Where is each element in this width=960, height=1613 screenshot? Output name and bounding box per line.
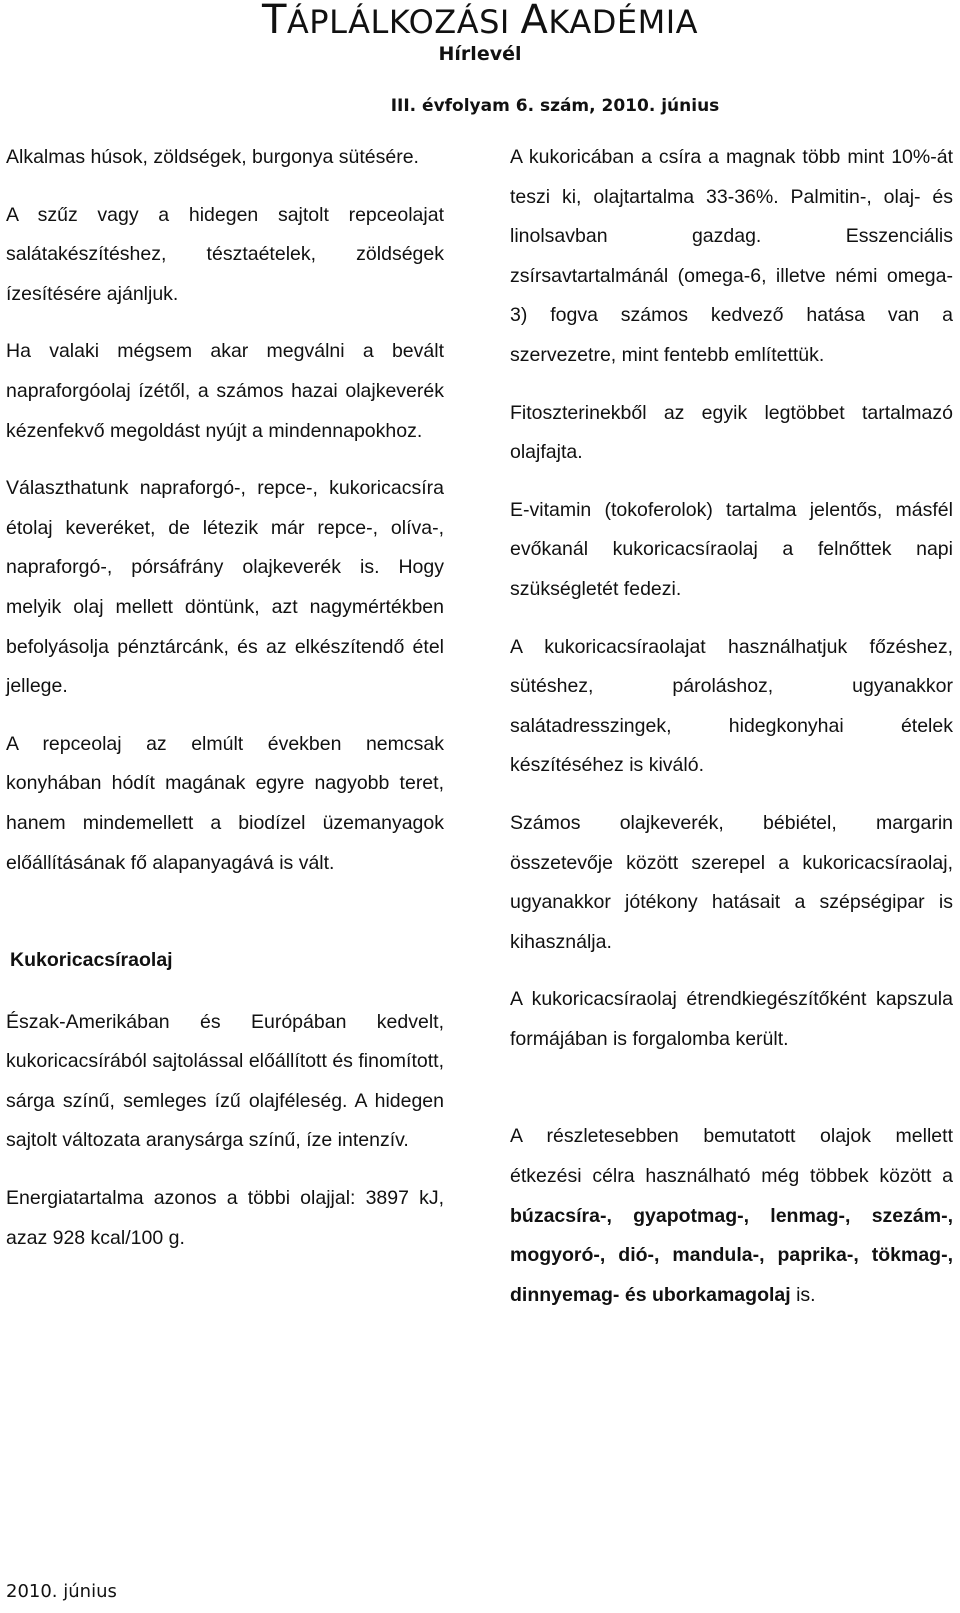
newsletter-subtitle: Hírlevél <box>438 43 522 65</box>
left-paragraph-6: Észak-Amerikában és Európában kedvelt, kukoricacsírából sajtolással előállított és finomított, sárga színű, semleges ízű olajféleség. A hidegen sajtolt változata aranysárga színű, íze intenzív. <box>6 1010 444 1152</box>
left-paragraph-3: Ha valaki mégsem akar megválni a bevált napraforgóolaj ízétől, a számos hazai olajkeverék kézenfekvő megoldást nyújt a mindennapokhoz. <box>6 340 444 442</box>
right-paragraph-6: A kukoricacsíraolaj étrendkiegészítőként kapszula formájában is forgalomba került. <box>510 988 953 1050</box>
masthead-title <box>0 0 960 42</box>
section-heading: Kukoricacsíraolaj <box>10 949 173 972</box>
right-column <box>510 138 953 1333</box>
left-column <box>6 138 444 1276</box>
right-paragraph-2: Fitoszterinekből az egyik legtöbbet tartalmazó olajfajta. <box>510 401 953 464</box>
right-paragraph-5: Számos olajkeverék, bébiétel, margarin összetevője között szerepel a kukoricacsíraolaj, ugyanakkor jótékony hatásait a szépségipar is kihasználja. <box>510 811 953 953</box>
title-rest-1: ÁPLÁLKOZÁSI <box>286 3 521 41</box>
oil-list-intro: A részletesebben bemutatott olajok mellett étkezési célra használható még többek között a <box>510 1125 953 1188</box>
oil-list-bold: búzacsíra-, gyapotmag-, lenmag-, szezám-, mogyoró-, dió-, mandula-, paprika-, tökmag-, dinnyemag- és uborkamagolaj <box>510 1204 953 1306</box>
footer-date: 2010. június <box>6 1581 117 1602</box>
title-rest-2: KADÉMIA <box>548 3 699 41</box>
left-paragraph-4: Választhatunk napraforgó-, repce-, kukoricacsíra étolaj keveréket, de létezik már repce-, olíva-, napraforgó-, pórsáfrány olajkeverék is. Hogy melyik olaj mellett döntünk, azt nagymértékben befolyásolja pénztárcánk, és az elkészítendő étel jellege. <box>6 477 444 698</box>
title-initial-1: T <box>261 0 287 43</box>
left-paragraph-2: A szűz vagy a hidegen sajtolt repceolajat salátakészítéshez, tésztaételek, zöldségek ízesítésére ajánljuk. <box>6 203 444 305</box>
right-paragraph-3: E-vitamin (tokoferolok) tartalma jelentős, másfél evőkanál kukoricacsíraolaj a felnőttek napi szükségletét fedezi. <box>510 498 953 600</box>
left-paragraph-1: Alkalmas húsok, zöldségek, burgonya sütésére. <box>6 146 419 168</box>
title-initial-2: A <box>520 0 549 43</box>
issue-line: III. évfolyam 6. szám, 2010. június <box>390 96 720 116</box>
right-paragraph-7 <box>510 1117 953 1315</box>
right-paragraph-4: A kukoricacsíraolajat használhatjuk főzéshez, sütéshez, pároláshoz, ugyanakkor salátadresszingek, hidegkonyhai ételek készítéséhez is kiváló. <box>510 635 953 777</box>
left-paragraph-5: A repceolaj az elmúlt években nemcsak konyhában hódít magának egyre nagyobb teret, hanem mindemellett a biodízel üzemanyagok előállításának fő alapanyagává is vált. <box>6 732 444 874</box>
oil-list-end: is. <box>790 1283 816 1306</box>
left-paragraph-7: Energiatartalma azonos a többi olajjal: 3897 kJ, azaz 928 kcal/100 g. <box>6 1187 444 1249</box>
right-paragraph-1: A kukoricában a csíra a magnak több mint 10%-át teszi ki, olajtartalma 33-36%. Palmitin-, olaj- és linolsavban gazdag. Esszenciális zsírsavtartalmánál (omega-6, illetve némi omega-3) fogva számos kedvező hatása van a szervezetre, mint fentebb említettük. <box>510 146 953 366</box>
